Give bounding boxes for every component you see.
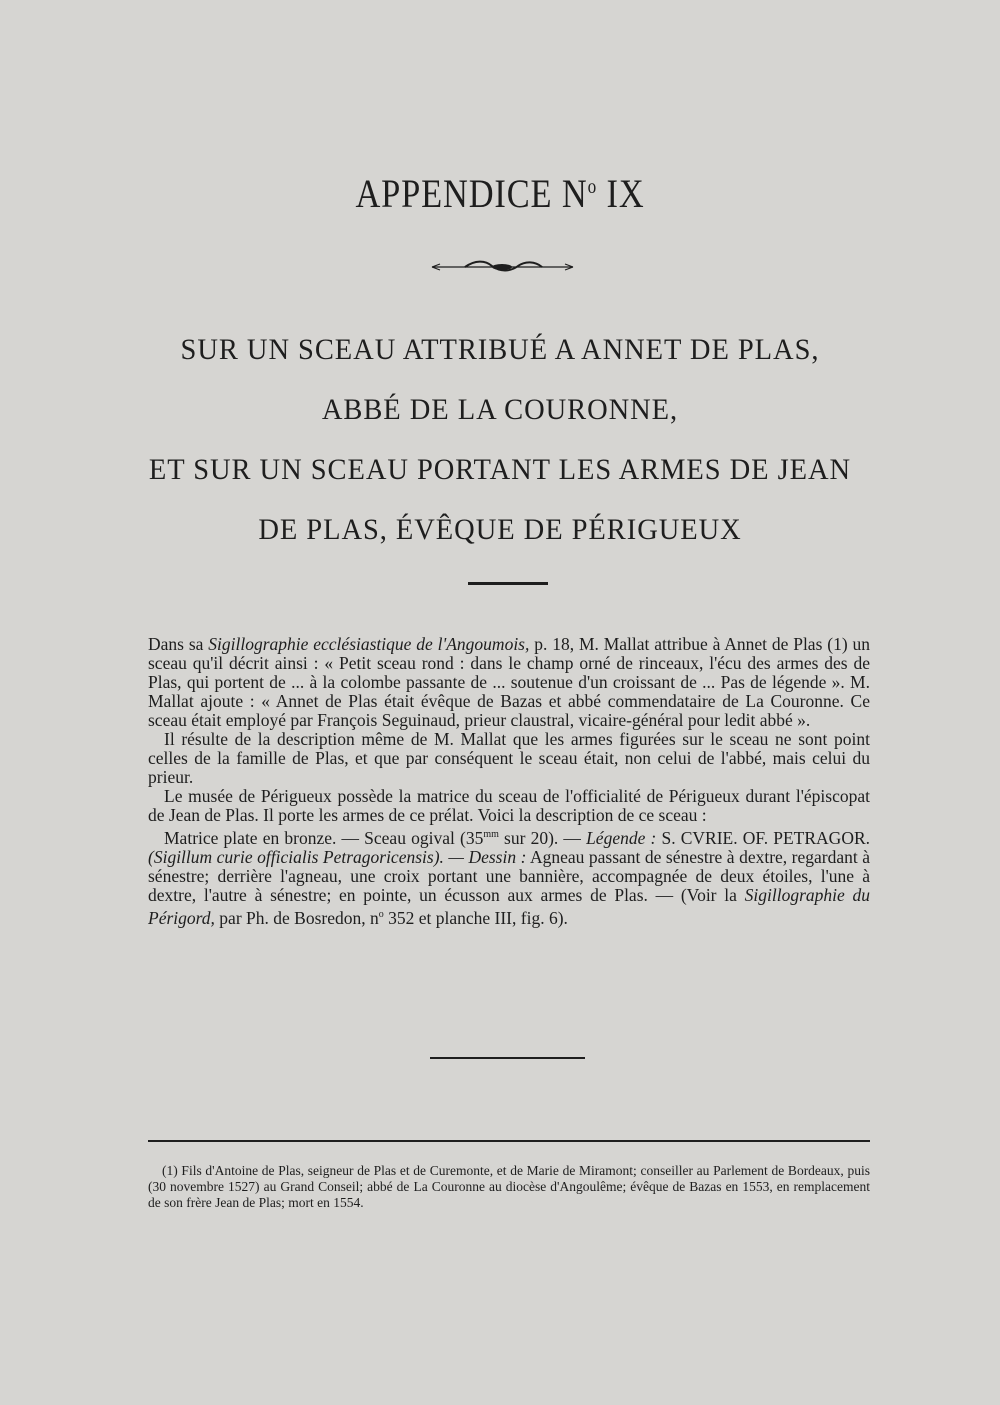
footnote-rule bbox=[148, 1140, 870, 1142]
paragraph-4 bbox=[148, 825, 870, 928]
p4-italic-sigillum: (Sigillum curie officialis Petragoricensis). — Dessin : bbox=[148, 847, 527, 867]
numero-superscript: o bbox=[587, 176, 598, 198]
heading-line-4: DE PLAS, ÉVÊQUE DE PÉRIGUEUX bbox=[258, 513, 742, 546]
footnote bbox=[148, 1163, 870, 1211]
paragraph-3: Le musée de Périgueux possède la matrice du sceau de l'officialité de Périgueux durant l'épiscopat de Jean de Plas. Il porte les armes de ce prélat. Voici la description de ce sceau : bbox=[148, 786, 870, 825]
heading-line-1: SUR UN SCEAU ATTRIBUÉ A ANNET DE PLAS, bbox=[180, 333, 820, 366]
p4-numero-superscript: o bbox=[378, 909, 384, 920]
heading-rule bbox=[468, 582, 548, 585]
footnote-text: (1) Fils d'Antoine de Plas, seigneur de Plas et de Curemonte, et de Marie de Miramont; conseiller au Parlement de Bordeaux, puis (30 novembre 1527) au Grand Conseil; abbé de La Couronne au diocèse d'Angoulême; évêque de Bazas en 1553, en remplacement de son frère Jean de Plas; mort en 1554. bbox=[148, 1163, 870, 1210]
body-text bbox=[148, 635, 870, 928]
p1-italic-title: Sigillographie ecclésiastique de l'Angoumois, bbox=[208, 634, 530, 654]
end-rule bbox=[430, 1057, 585, 1059]
appendix-label: APPENDICE N bbox=[355, 171, 588, 216]
appendix-number: IX bbox=[606, 171, 645, 216]
p4-mm-superscript: mm bbox=[483, 829, 499, 840]
p4-text-b: sur 20). — bbox=[498, 828, 587, 848]
paragraph-1 bbox=[148, 635, 870, 730]
section-heading bbox=[0, 320, 1000, 560]
p4-text-a: Matrice plate en bronze. — Sceau ogival (35 bbox=[164, 828, 484, 848]
p4-text-d: S. CVRIE. OF. PETRAGOR. bbox=[656, 828, 871, 848]
p4-text-h: par Ph. de Bosredon, n bbox=[214, 908, 379, 928]
p4-italic-perigord: Sigillographie du Périgord, bbox=[148, 885, 871, 928]
paragraph-2: Il résulte de la description même de M. Mallat que les armes figurées sur le sceau ne sont point celles de la famille de Plas, et que par conséquent le sceau était, non celui de l'abbé, mais celui du prieur. bbox=[148, 729, 870, 787]
heading-line-3: ET SUR UN SCEAU PORTANT LES ARMES DE JEAN bbox=[148, 453, 852, 486]
heading-line-2: ABBÉ DE LA COURONNE, bbox=[321, 393, 679, 426]
p4-text-f: Agneau passant de sénestre à dextre, regardant à sénestre; derrière l'agneau, une croix portant une bannière, accompagnée de deux étoiles, l'une à dextre, l'autre à sénestre; en pointe, un écusson aux armes de Plas. — (Voir la bbox=[148, 847, 871, 905]
ornament-divider bbox=[430, 258, 575, 276]
p4-text-i: 352 et planche III, fig. 6). bbox=[383, 908, 568, 928]
p1-text-a: Dans sa bbox=[148, 634, 209, 654]
appendix-title bbox=[70, 170, 930, 217]
p1-text-c: p. 18, M. Mallat attribue à Annet de Plas (1) un sceau qu'il décrit ainsi : « Petit sceau rond : dans le champ orné de rinceaux, l'écu des armes des de Plas, qui portent de ... à la colombe passante de ... soutenue d'un croissant de ... Pas de légende ». M. Mallat ajoute : « Annet de Plas était évêque de Bazas et abbé commendataire de La Couronne. Ce sceau était employé par François Seguinaud, prieur claustral, vicaire-général pour ledit abbé ». bbox=[148, 634, 871, 730]
p4-italic-legende: Légende : bbox=[586, 828, 657, 848]
